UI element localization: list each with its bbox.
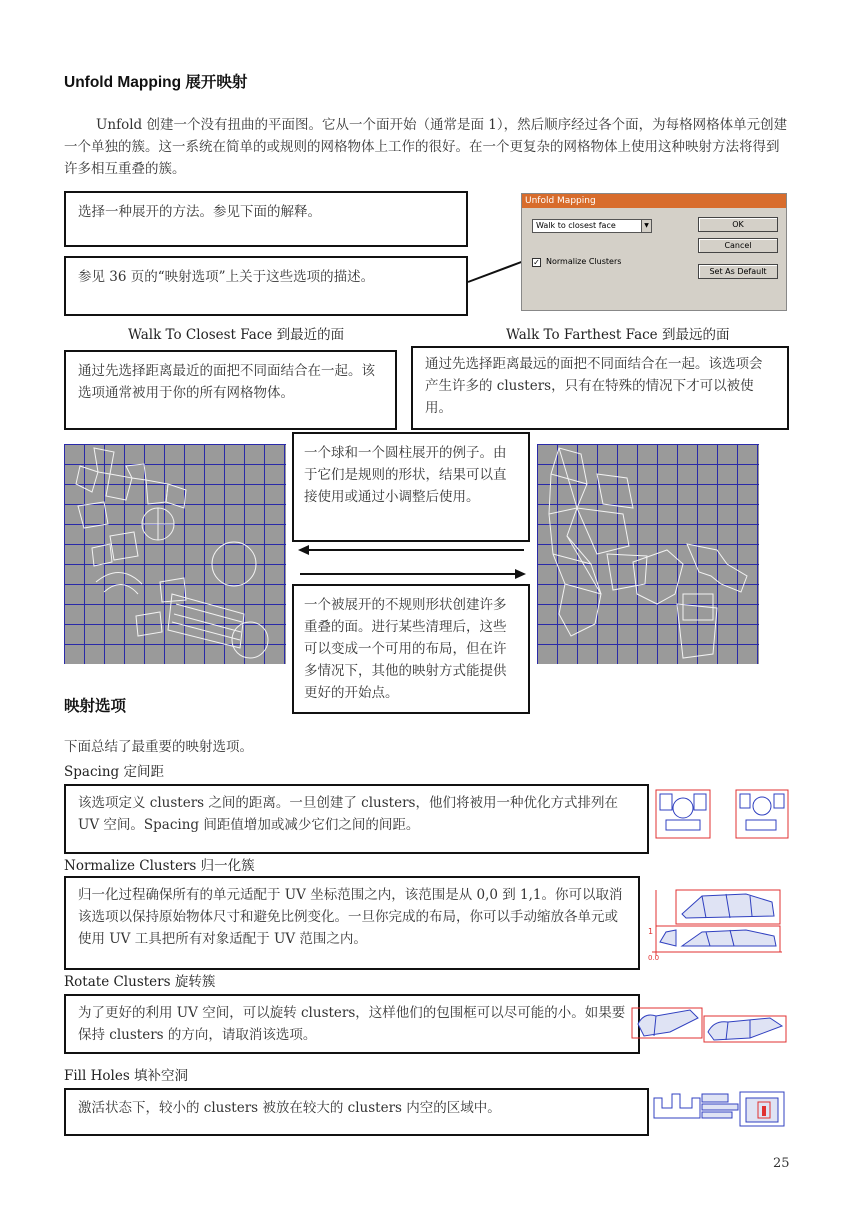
option-spacing-title: Spacing 定间距	[64, 764, 164, 780]
page-heading: Unfold Mapping 展开映射	[64, 74, 248, 91]
normalize-clusters-checkbox[interactable]: ✓	[533, 258, 540, 267]
fill-holes-thumbnail	[652, 1088, 788, 1128]
cancel-button[interactable]: Cancel	[698, 238, 778, 253]
callout-farthest-desc	[411, 346, 789, 430]
callout-see-page	[64, 256, 468, 316]
options-heading: 映射选项	[64, 698, 127, 715]
option-normalize-title: Normalize Clusters 归一化簇	[64, 858, 255, 874]
option-fill-holes-desc-box	[64, 1088, 649, 1136]
callout-see-page-text: 参见 36 页的“映射选项”上关于这些选项的描述。	[78, 269, 375, 285]
normalize-clusters-label: Normalize Clusters	[546, 257, 622, 266]
option-rotate-desc-box	[64, 994, 640, 1054]
callout-sphere-example-text: 一个球和一个圆柱展开的例子。由于它们是规则的形状，结果可以直接使用或通过小调整后使用。	[304, 445, 507, 505]
ok-button[interactable]: OK	[698, 217, 778, 232]
walk-mode-select-value: Walk to closest face	[536, 221, 616, 230]
unfold-mapping-dialog	[521, 193, 787, 311]
chevron-down-icon[interactable]: ▼	[641, 220, 651, 232]
unfolded-sphere-cylinder-illustration	[64, 444, 286, 664]
closest-face-label: Walk To Closest Face 到最近的面	[128, 327, 345, 343]
option-normalize-desc: 归一化过程确保所有的单元适配于 UV 坐标范围之内，该范围是从 0,0 到 1,1。你可以取消该选项以保持原始物体尺寸和避免比例变化。一旦你完成的布局，你可以手动缩放各单元或使用 UV 工具把所有对象适配于 UV 范围之内。	[78, 887, 623, 947]
callout-sphere-example	[292, 432, 530, 542]
arrow-right-icon	[515, 569, 526, 579]
callout-farthest-desc-text: 通过先选择距离最远的面把不同面结合在一起。该选项会产生许多的 clusters，只有在特殊的情况下才可以被使用。	[425, 356, 763, 416]
intro-paragraph: Unfold 创建一个没有扭曲的平面图。它从一个面开始（通常是面 1），然后顺序经过各个面，为每格网格体单元创建一个单独的簇。这一系统在简单的或规则的网格物体上工作的很好。在一个更复杂的网格物体上使用这种映射方法将得到许多相互重叠的簇。	[64, 117, 788, 177]
option-fill-holes-title: Fill Holes 填补空洞	[64, 1068, 189, 1084]
spacing-thumbnails	[654, 788, 790, 842]
set-as-default-button[interactable]: Set As Default	[698, 264, 778, 279]
rotate-thumbnail	[630, 1002, 788, 1046]
callout-choose-method	[64, 191, 468, 247]
callout-choose-method-text: 选择一种展开的方法。参见下面的解释。	[78, 204, 321, 220]
option-spacing-desc-box	[64, 784, 649, 854]
walk-mode-select[interactable]	[532, 219, 652, 233]
farthest-face-label: Walk To Farthest Face 到最远的面	[506, 327, 730, 343]
callout-irregular-example	[292, 584, 530, 714]
normalize-axis-origin: 0,0	[648, 954, 660, 960]
dialog-title: Unfold Mapping	[522, 194, 786, 208]
page-number: 25	[773, 1156, 790, 1171]
option-normalize-desc-box	[64, 876, 640, 970]
normalize-thumbnail	[646, 884, 786, 960]
option-rotate-desc: 为了更好的利用 UV 空间，可以旋转 clusters，这样他们的包围框可以尽可能的小。如果要保持 clusters 的方向，请取消该选项。	[78, 1005, 626, 1043]
callout-closest-desc	[64, 350, 397, 430]
option-fill-holes-desc: 激活状态下，较小的 clusters 被放在较大的 clusters 内空的区域中。	[78, 1100, 501, 1116]
uv-grid-sphere-cylinder	[64, 444, 286, 664]
double-arrows	[296, 542, 528, 582]
unfolded-irregular-illustration	[537, 444, 759, 664]
uv-grid-irregular	[537, 444, 759, 664]
options-intro: 下面总结了最重要的映射选项。	[64, 739, 253, 755]
callout-closest-desc-text: 通过先选择距离最近的面把不同面结合在一起。该选项通常被用于你的所有网格物体。	[78, 363, 375, 401]
arrow-left-icon	[298, 545, 309, 555]
callout-irregular-example-text: 一个被展开的不规则形状创建许多重叠的面。进行某些清理后，这些可以变成一个可用的布局，但在许多情况下，其他的映射方式能提供更好的开始点。	[304, 597, 507, 701]
option-rotate-title: Rotate Clusters 旋转簇	[64, 974, 216, 990]
normalize-axis-one: 1	[648, 927, 654, 936]
option-spacing-desc: 该选项定义 clusters 之间的距离。一旦创建了 clusters，他们将被用一种优化方式排列在 UV 空间。Spacing 间距值增加或减少它们之间的间距。	[78, 795, 618, 833]
